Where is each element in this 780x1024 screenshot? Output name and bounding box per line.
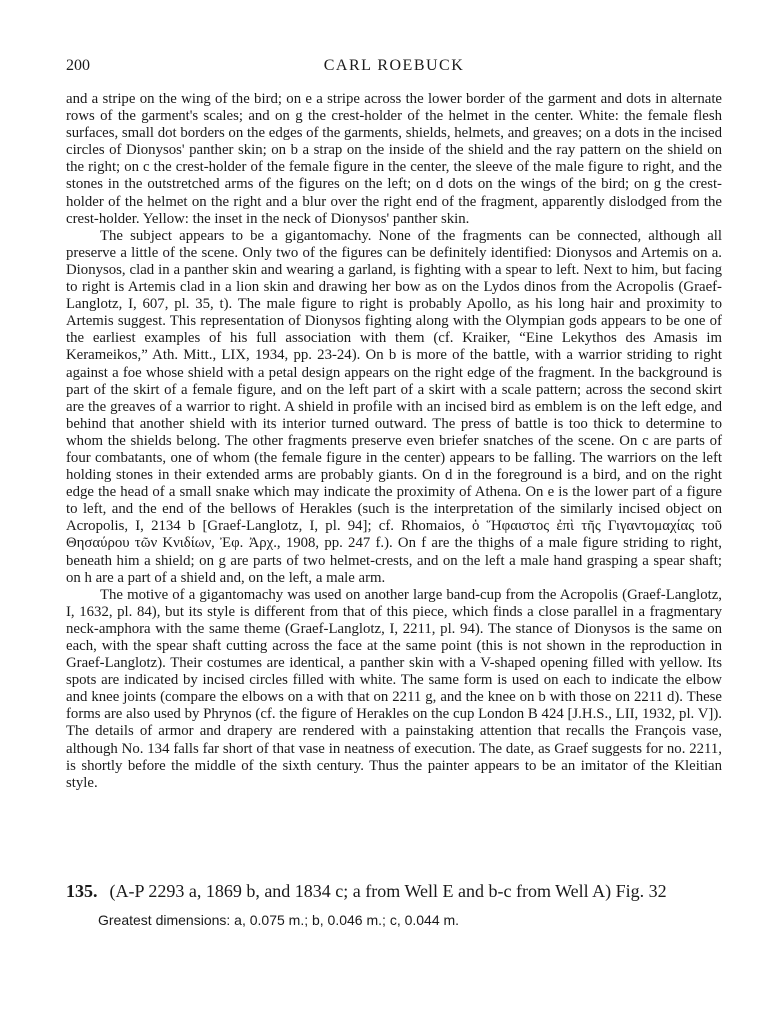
entry-number: 135. (66, 881, 98, 901)
entry-dimensions: Greatest dimensions: a, 0.075 m.; b, 0.046 m.; c, 0.044 m. (98, 912, 460, 928)
paragraph-2: The subject appears to be a gigantomachy. None of the fragments can be connected, although all preserve a little of the scene. Only two of the figures can be definitely identified: Dionysos and Artemis on a. Dionysos, clad in a panther skin and wearing a garland, is fighting with a spear to left. Next to him, but facing to right is Artemis clad in a lion skin and drawing her bow as on the Lydos dinos from the Acropolis (Graef-Langlotz, I, 607, pl. 35, t). The male figure to right is probably Apollo, as his long hair and proximity to Artemis suggest. This representation of Dionysos fighting along with the Olympian gods appears to be one of the earliest examples of his full association with them (cf. Kraiker, “Eine Lekythos des Amasis im Kerameikos,” Ath. Mitt., LIX, 1934, pp. 23-24). On b is more of the battle, with a warrior striding to right against a foe whose shield with a petal design appears on the right edge of the fragment. In the background is part of the skirt of a female figure, and on the left part of a skirt with a scale pattern; across the second skirt are the greaves of a warrior to right. A shield in profile with an incised bird as emblem is on the left edge, and behind that another shield with its interior turned outward. The press of battle is too thick to determine to whom the shields belong. The other fragments preserve even briefer snatches of the scene. On c are parts of four combatants, one of whom (the female figure in the center) appears to be falling. The warriors on the left holding stones in their extended arms are probably giants. On d in the foreground is a bird, and on the right edge the head of a small snake which may indicate the proximity of Athena. On e is the lower part of a figure to left, and the end of the bellows of Herakles (such is the interpretation of the similarly incised object on Acropolis, I, 2134 b [Graef-Langlotz, I, pl. 94]; cf. Rhomaios, ὁ Ἥφαιστος ἐπὶ τῆς Γιγαντομαχίας τοῦ Θησαύρου τῶν Κνιδίων, Ἐφ. Ἀρχ., 1908, pp. 247 f.). On f are the thighs of a male figure striding to right, beneath him a shield; on g are parts of two helmet-crests, and on the left a male hand grasping a spear shaft; on h are a part of a shield and, on the left, a male arm. (66, 227, 722, 586)
paragraph-3: The motive of a gigantomachy was used on another large band-cup from the Acropolis (Graef-Langlotz, I, 1632, pl. 84), but its style is different from that of this piece, which finds a close parallel in a fragmentary neck-amphora with the same theme (Graef-Langlotz, I, 2211, pl. 94). The stance of Dionysos is the same on each, with the spear shaft cutting across the face at the same point (this is not shown in the reproduction in Graef-Langlotz). Their costumes are identical, a panther skin with a V-shaped opening filled with yellow. Its spots are indicated by incised circles filled with white. The same form is used on each to indicate the elbow and knee joints (compare the elbows on a with that on 2211 g, and the knee on b with those on 2211 d). These forms are also used by Phrynos (cf. the figure of Herakles on the cup London B 424 [J.H.S., LII, 1932, pl. V]). The details of armor and drapery are rendered with a painstaking attention that recalls the François vase, although No. 134 falls far short of that vase in neatness of execution. The date, as Graef suggests for no. 2211, is shortly before the middle of the sixth century. Thus the painter appears to be an imitator of the Kleitian style. (66, 586, 722, 791)
page-number: 200 (66, 57, 90, 74)
running-head: CARL ROEBUCK (323, 57, 465, 74)
catalogue-entry-heading (66, 881, 722, 902)
page-header (66, 57, 722, 79)
body-text (66, 91, 722, 792)
paragraph-1: and a stripe on the wing of the bird; on e a stripe across the lower border of the garment and dots in alternate rows of the garment's scales; and on g the crest-holder of the helmet in the center. White: the female flesh surfaces, small dot borders on the edges of the garments, shields, helmets, and greaves; on a dots in the incised circles of Dionysos' panther skin; on b a strap on the inside of the shield and the ray pattern on the shield on the right; on c the crest-holder of the female figure in the center, the sleeve of the male figure to right, and the stones in the outstretched arms of the figures on the left; on d dots on the wings of the bird; on g the crest-holder of the helmet on the right and a blur over the right end of the fragment, apparently dislodged from the crest-holder. Yellow: the inset in the neck of Dionysos' panther skin. (66, 91, 722, 227)
entry-heading-text: (A-P 2293 a, 1869 b, and 1834 c; a from Well E and b-c from Well A) Fig. 32 (109, 881, 667, 901)
